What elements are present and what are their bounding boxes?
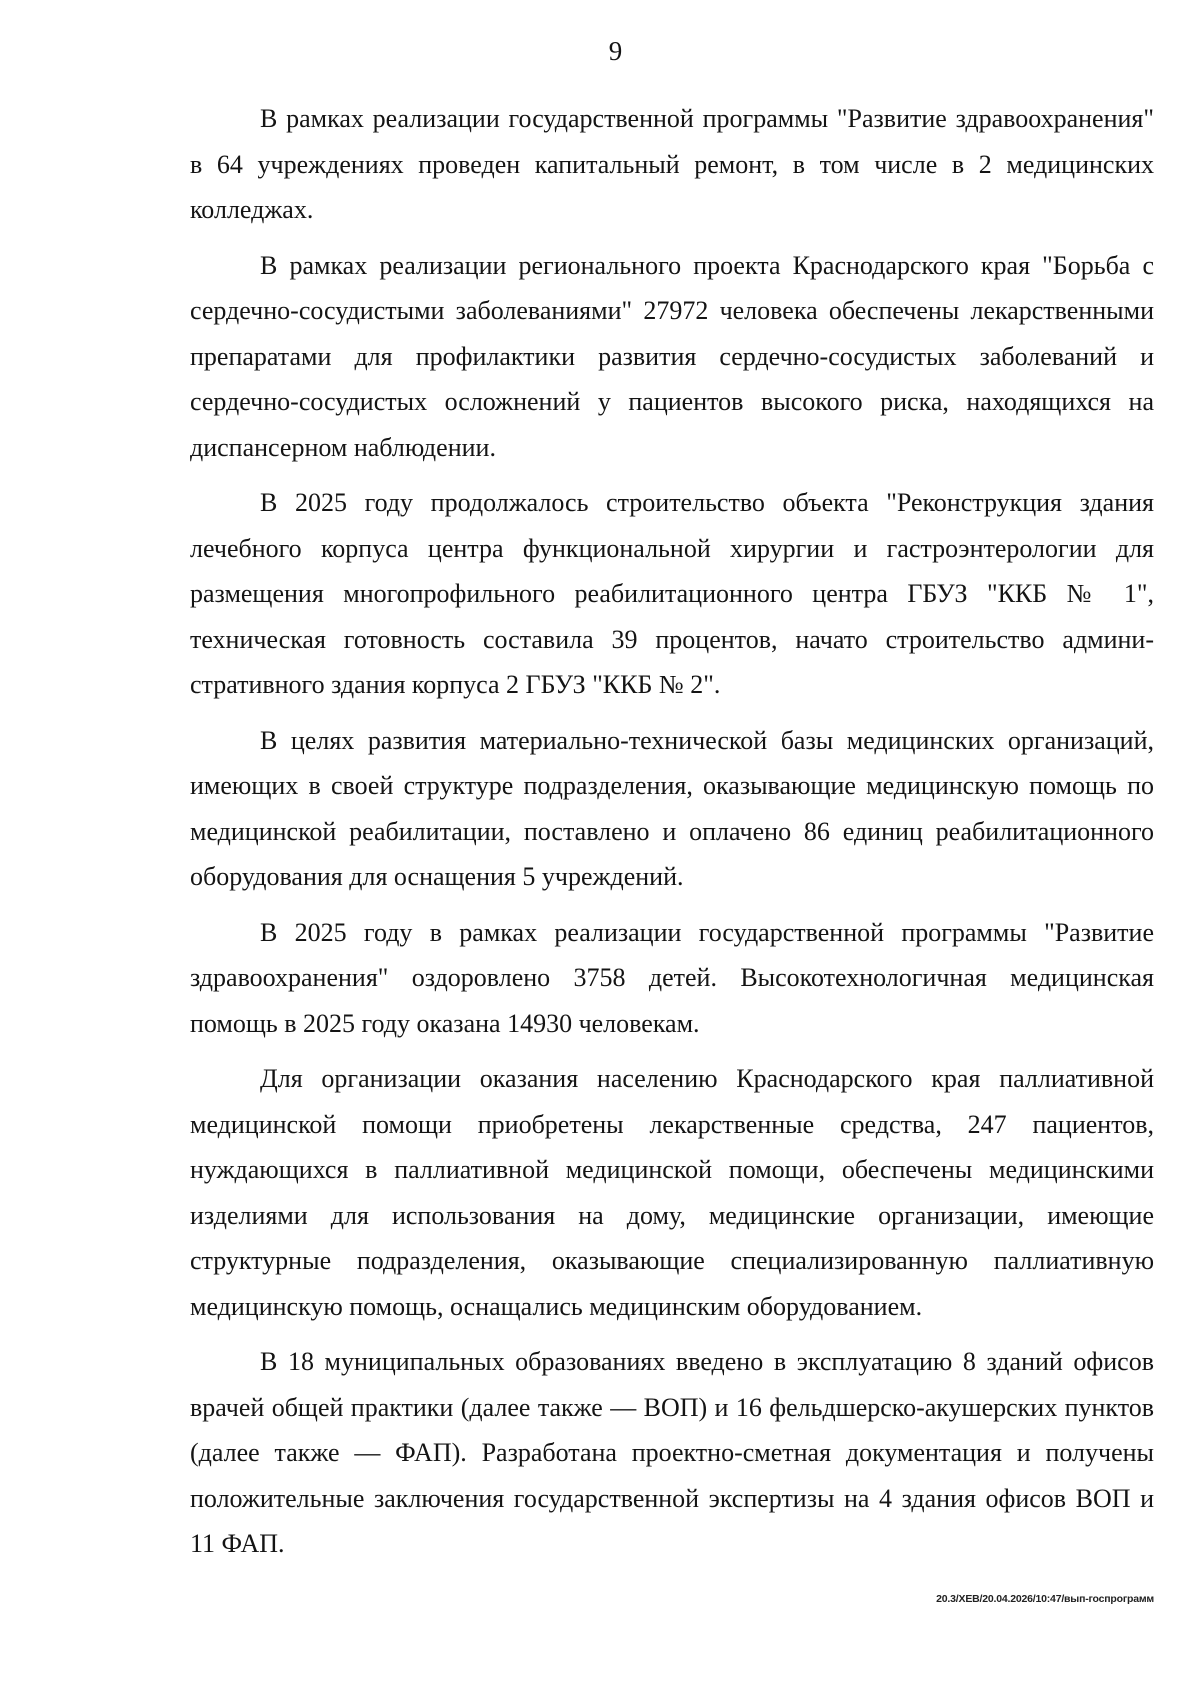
paragraph-palliative-care: Для организации оказания населению Краснодарского края паллиативной медицинской помощи приобретены лекарственные средства, 247 пациентов, нуждающихся в паллиативной медицинской помощи, обеспечены медицинскими изделиями для использования на дому, медицинские организации, имеющие структурные подразделения, оказывающие специализированную паллиативную медицинскую помощь, оснащались медицинским оборудованием. [190, 1064, 1154, 1321]
paragraph-cardiovascular: В рамках реализации регионального проекта Краснодарского края "Борьба с сердечно-сосудистыми заболеваниями" 27972 человека обеспечены лекарственными препаратами для профилактики развития сердечно-сосудистых заболеваний и сердечно-сосудистых осложнений у пациентов высокого риска, находящихся на диспансерном наблюдении. [190, 250, 1154, 462]
paragraph-capital-repair: В рамках реализации государственной программы "Развитие здравоохранения" в 64 учреждениях проведен капитальный ремонт, в том числе в 2 медицинских колледжах. [190, 104, 1154, 224]
document-body [190, 96, 1154, 1567]
paragraph-children-health: В 2025 году в рамках реализации государственной программы "Развитие здравоохранения" оздоровлено 3758 детей. Высокотехнологичная медицинская помощь в 2025 году оказана 14930 человекам. [190, 917, 1154, 1038]
paragraph-reconstruction: В 2025 году продолжалось строительство объекта "Реконструкция здания лечебного корпуса центра функциональной хирургии и гастроэнтерологии для размещения многопрофильного реабилитационного центра ГБУЗ "ККБ № 1", техническая готовность составила 39 процентов, начато строительство административного здания корпуса 2 ГБУЗ "ККБ № 2". [190, 488, 1154, 699]
paragraph-gp-offices: В 18 муниципальных образованиях введено в эксплуатацию 8 зданий офисов врачей общей практики (далее также — ВОП) и 16 фельдшерско-акушерских пунктов (далее также — ФАП). Разработана проектно-сметная документация и получены положительные заключения государственной экспертизы на 4 здания офисов ВОП и 11 ФАП. [190, 1347, 1154, 1558]
page-number: 9 [608, 36, 623, 66]
paragraph-rehabilitation-equipment: В целях развития материально-технической базы медицинских организаций, имеющих в своей структуре подразделения, оказывающие медицинскую помощь по медицинской реабилитации, поставлено и оплачено 86 единиц реабилитационного оборудования для оснащения 5 учреждений. [190, 725, 1154, 891]
footer-stamp: 20.3/ХЕВ/20.04.2026/10:47/вып-госпрограмм [936, 1593, 1154, 1605]
